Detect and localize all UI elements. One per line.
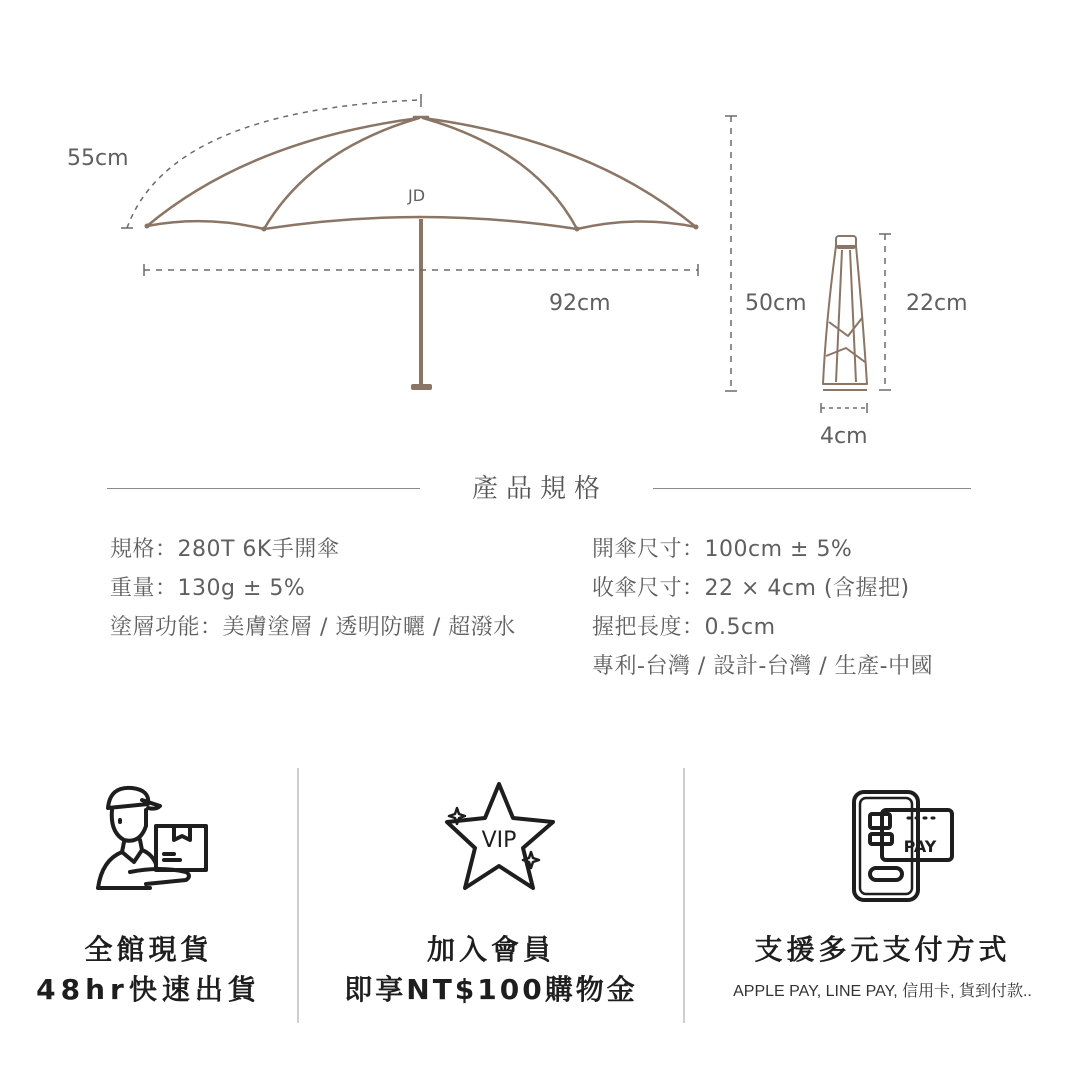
spec-left-2: 重量：130g ± 5% — [110, 576, 306, 601]
umbrella-handle — [411, 384, 432, 390]
umbrella-diagram — [0, 0, 1080, 460]
rib-length-label: 55cm — [67, 146, 129, 171]
spec-left-3: 塗層功能：美膚塗層 / 透明防曬 / 超潑水 — [110, 615, 516, 640]
spec-left-1: 規格：280T 6K手開傘 — [110, 537, 340, 562]
svg-text:VIP: VIP — [481, 828, 517, 853]
divider-right — [653, 488, 971, 489]
feature-stock-title-1: 全館現貨 — [84, 933, 213, 966]
feature-payment-title: 支援多元支付方式 — [754, 933, 1011, 966]
section-title: 產品規格 — [471, 474, 608, 504]
closed-length-label: 22cm — [906, 291, 968, 316]
spec-right-2: 收傘尺寸：22 × 4cm (含握把) — [592, 576, 910, 601]
closed-umbrella — [823, 236, 867, 390]
spec-right-1: 開傘尺寸：100cm ± 5% — [592, 537, 853, 562]
feature-vip-title-2: 即享NT$100購物金 — [344, 973, 638, 1006]
spec-section-header — [0, 466, 1080, 506]
mobile-pay-icon — [848, 788, 958, 903]
spec-right-4: 專利-台灣 / 設計-台灣 / 生產-中國 — [592, 654, 934, 679]
feature-stock-title-2: 48hr快速出貨 — [36, 973, 261, 1006]
spec-right-3: 握把長度：0.5cm — [592, 615, 776, 640]
divider-left — [107, 488, 420, 489]
vip-star-icon — [441, 778, 559, 896]
feature-vip-title-1: 加入會員 — [426, 933, 555, 966]
brand-label: JD — [408, 186, 426, 205]
feature-payment — [685, 770, 1080, 1020]
delivery-person-icon — [90, 780, 215, 905]
feature-payment-subtitle: APPLE PAY, LINE PAY, 信用卡, 貨到付款.. — [733, 983, 1032, 1000]
closed-width-label: 4cm — [820, 424, 868, 449]
open-width-label: 92cm — [549, 291, 611, 316]
open-height-label: 50cm — [745, 291, 807, 316]
feature-vip — [299, 770, 683, 1020]
svg-text:PAY: PAY — [903, 837, 937, 856]
feature-stock — [0, 770, 297, 1020]
